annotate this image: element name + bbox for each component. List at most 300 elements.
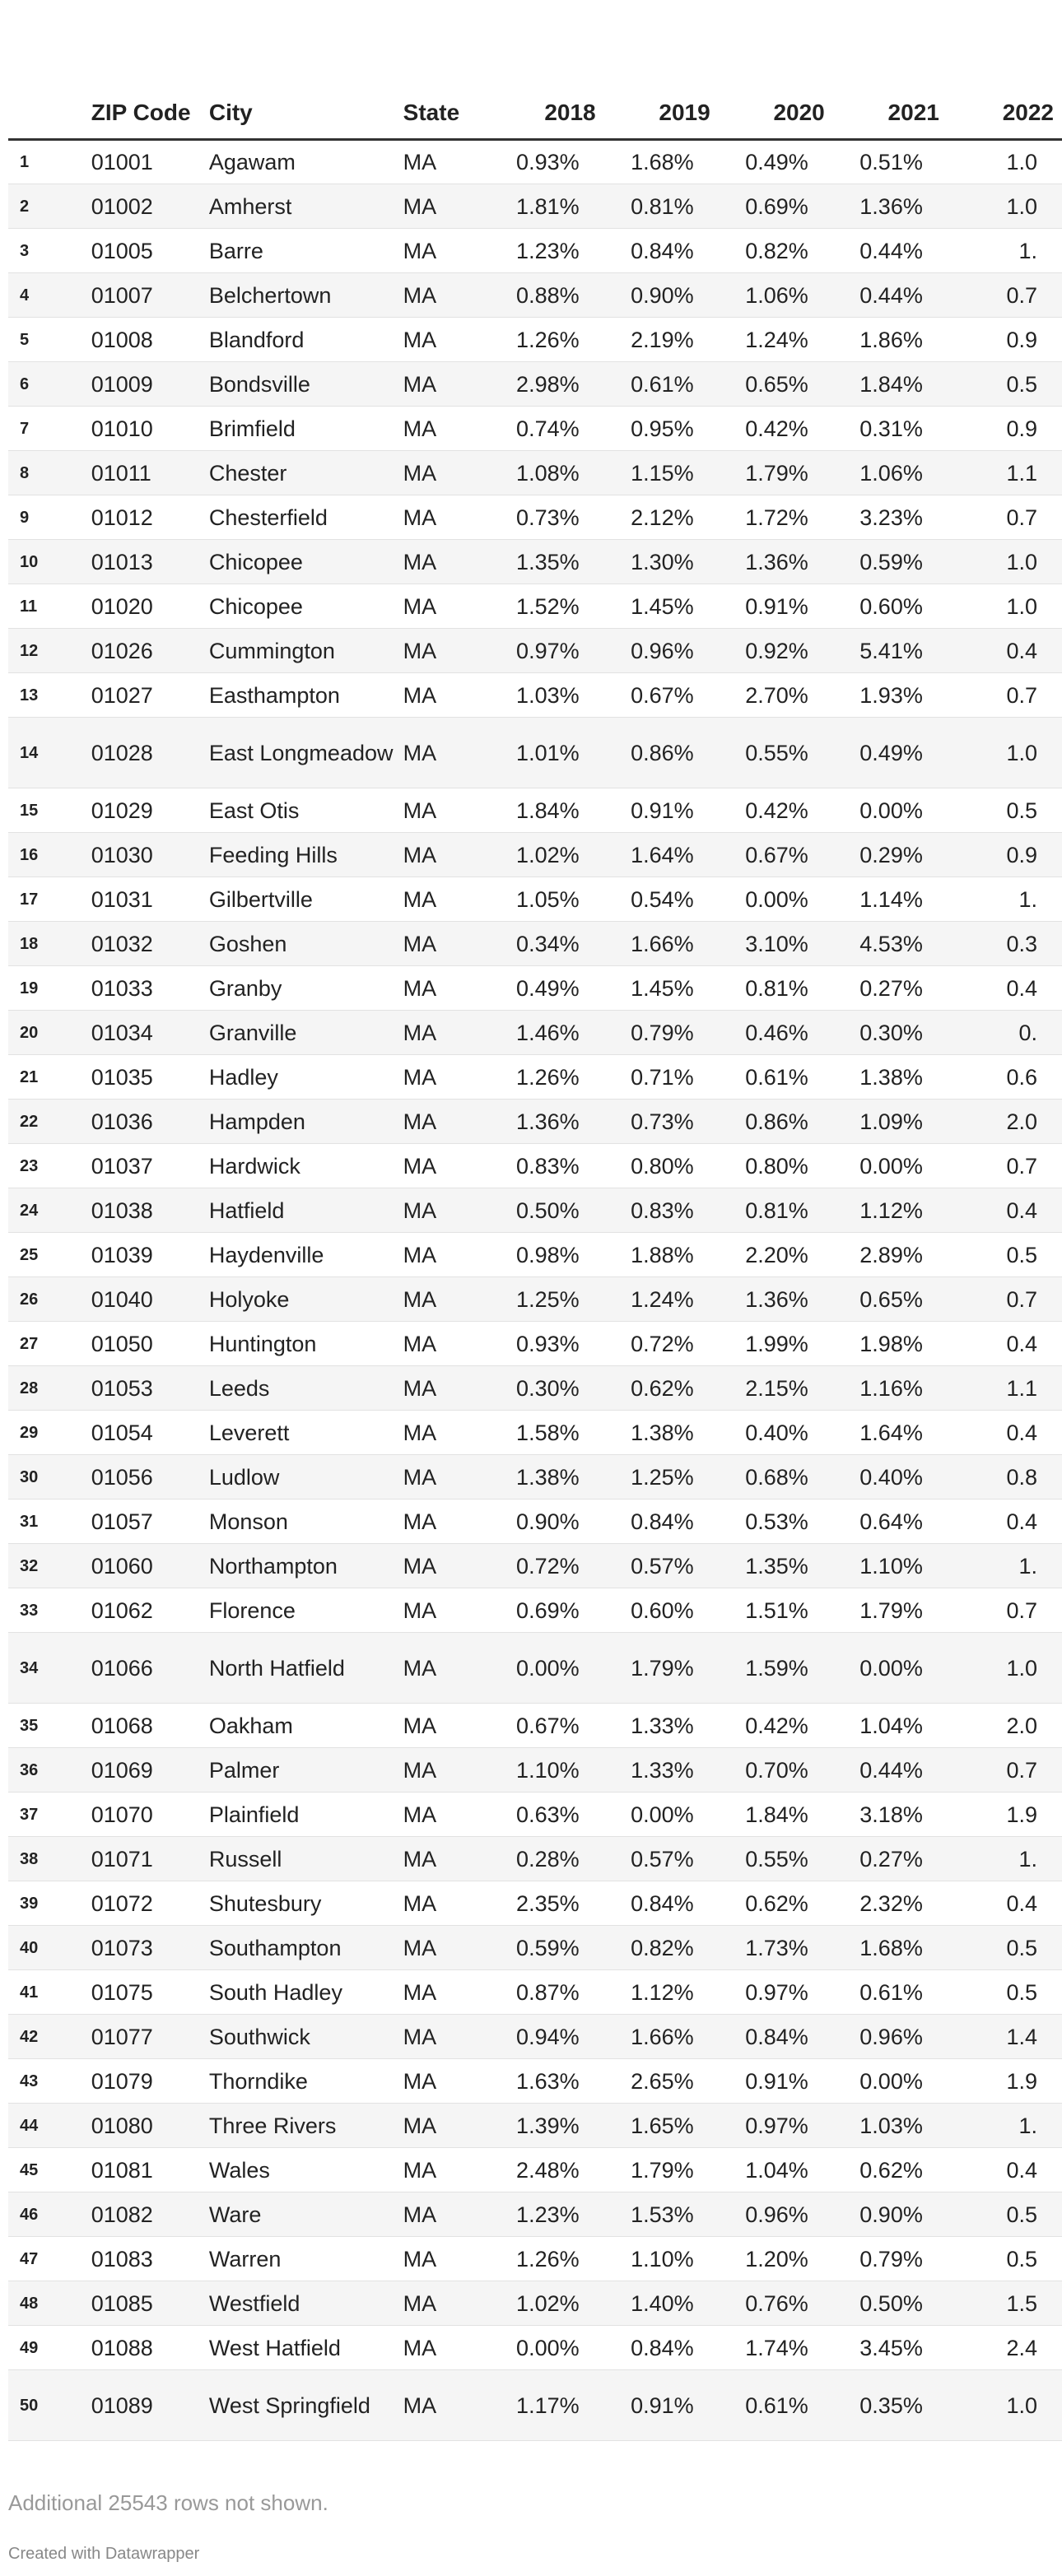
cell-state: MA: [398, 1322, 490, 1366]
cell-2022: 1.0: [948, 1633, 1062, 1704]
cell-2018: 0.00%: [490, 1633, 604, 1704]
cell-2020: 0.96%: [719, 2192, 833, 2237]
cell-index: 32: [8, 1544, 86, 1588]
cell-2019: 1.24%: [604, 1277, 719, 1322]
cell-2019: 1.30%: [604, 540, 719, 584]
cell-state: MA: [398, 407, 490, 451]
cell-2018: 0.69%: [490, 1588, 604, 1633]
cell-index: 5: [8, 318, 86, 362]
cell-2020: 1.04%: [719, 2148, 833, 2192]
cell-city: Hadley: [204, 1055, 398, 1100]
cell-2018: 0.88%: [490, 273, 604, 318]
cell-2018: 2.35%: [490, 1881, 604, 1926]
cell-2018: 1.23%: [490, 2192, 604, 2237]
cell-city: Hardwick: [204, 1144, 398, 1188]
cell-zip: 01027: [86, 673, 204, 718]
cell-2019: 1.33%: [604, 1748, 719, 1793]
cell-city: Easthampton: [204, 673, 398, 718]
cell-2020: 0.97%: [719, 1970, 833, 2015]
cell-index: 50: [8, 2370, 86, 2441]
col-header-zip[interactable]: ZIP Code: [86, 92, 204, 140]
cell-2019: 0.67%: [604, 673, 719, 718]
cell-index: 26: [8, 1277, 86, 1322]
cell-2018: 0.67%: [490, 1704, 604, 1748]
cell-2022: 1.9: [948, 2059, 1062, 2104]
cell-2019: 0.84%: [604, 229, 719, 273]
cell-state: MA: [398, 2326, 490, 2370]
cell-city: Oakham: [204, 1704, 398, 1748]
table-row: [8, 1837, 1062, 1881]
cell-city: Goshen: [204, 922, 398, 966]
cell-zip: 01077: [86, 2015, 204, 2059]
col-header-2018[interactable]: 2018: [490, 92, 604, 140]
table-body: [8, 140, 1062, 2441]
cell-index: 17: [8, 877, 86, 922]
cell-2021: 1.86%: [833, 318, 948, 362]
cell-2021: 0.00%: [833, 1633, 948, 1704]
cell-zip: 01033: [86, 966, 204, 1011]
cell-state: MA: [398, 1233, 490, 1277]
cell-2019: 2.65%: [604, 2059, 719, 2104]
cell-state: MA: [398, 1926, 490, 1970]
cell-city: Plainfield: [204, 1793, 398, 1837]
cell-city: West Springfield: [204, 2370, 398, 2441]
cell-state: MA: [398, 2059, 490, 2104]
cell-city: Three Rivers: [204, 2104, 398, 2148]
cell-2019: 1.12%: [604, 1970, 719, 2015]
cell-2022: 0.7: [948, 1588, 1062, 1633]
cell-2018: 1.26%: [490, 1055, 604, 1100]
cell-2018: 1.25%: [490, 1277, 604, 1322]
cell-2020: 0.84%: [719, 2015, 833, 2059]
cell-2019: 1.25%: [604, 1455, 719, 1500]
cell-state: MA: [398, 584, 490, 629]
cell-2018: 1.26%: [490, 2237, 604, 2281]
cell-2020: 1.72%: [719, 495, 833, 540]
cell-index: 38: [8, 1837, 86, 1881]
cell-2021: 2.32%: [833, 1881, 948, 1926]
cell-2021: 0.50%: [833, 2281, 948, 2326]
table-row: [8, 584, 1062, 629]
cell-state: MA: [398, 1748, 490, 1793]
cell-2019: 0.79%: [604, 1011, 719, 1055]
cell-2020: 1.35%: [719, 1544, 833, 1588]
cell-city: Leverett: [204, 1411, 398, 1455]
cell-2020: 0.97%: [719, 2104, 833, 2148]
cell-zip: 01013: [86, 540, 204, 584]
cell-state: MA: [398, 673, 490, 718]
cell-city: Bondsville: [204, 362, 398, 407]
cell-city: Holyoke: [204, 1277, 398, 1322]
cell-state: MA: [398, 1455, 490, 1500]
cell-2021: 0.27%: [833, 966, 948, 1011]
cell-city: Brimfield: [204, 407, 398, 451]
cell-state: MA: [398, 1881, 490, 1926]
col-header-state[interactable]: State: [398, 92, 490, 140]
cell-state: MA: [398, 1544, 490, 1588]
cell-state: MA: [398, 1704, 490, 1748]
cell-zip: 01083: [86, 2237, 204, 2281]
cell-2020: 0.46%: [719, 1011, 833, 1055]
cell-2020: 1.99%: [719, 1322, 833, 1366]
table-row: [8, 2281, 1062, 2326]
cell-2020: 0.67%: [719, 833, 833, 877]
cell-2022: 0.7: [948, 1277, 1062, 1322]
cell-city: Granby: [204, 966, 398, 1011]
cell-2022: 1.1: [948, 451, 1062, 495]
cell-city: South Hadley: [204, 1970, 398, 2015]
col-header-2021[interactable]: 2021: [833, 92, 948, 140]
cell-2021: 0.44%: [833, 229, 948, 273]
cell-2020: 0.70%: [719, 1748, 833, 1793]
cell-city: Westfield: [204, 2281, 398, 2326]
cell-index: 14: [8, 718, 86, 788]
cell-2020: 3.10%: [719, 922, 833, 966]
table-row: [8, 1188, 1062, 1233]
cell-state: MA: [398, 451, 490, 495]
cell-2018: 0.94%: [490, 2015, 604, 2059]
cell-2019: 1.66%: [604, 2015, 719, 2059]
cell-2020: 0.61%: [719, 2370, 833, 2441]
cell-city: Shutesbury: [204, 1881, 398, 1926]
cell-2021: 0.31%: [833, 407, 948, 451]
cell-2018: 1.46%: [490, 1011, 604, 1055]
cell-zip: 01032: [86, 922, 204, 966]
cell-2019: 0.62%: [604, 1366, 719, 1411]
cell-index: 27: [8, 1322, 86, 1366]
cell-2021: 1.06%: [833, 451, 948, 495]
col-header-2022[interactable]: 2022: [948, 92, 1062, 140]
cell-2019: 1.15%: [604, 451, 719, 495]
cell-city: Northampton: [204, 1544, 398, 1588]
cell-2020: 0.00%: [719, 877, 833, 922]
cell-2021: 0.00%: [833, 1144, 948, 1188]
cell-zip: 01066: [86, 1633, 204, 1704]
cell-2021: 0.90%: [833, 2192, 948, 2237]
cell-2021: 1.12%: [833, 1188, 948, 1233]
cell-2020: 0.42%: [719, 1704, 833, 1748]
cell-state: MA: [398, 1366, 490, 1411]
cell-city: Belchertown: [204, 273, 398, 318]
cell-city: Wales: [204, 2148, 398, 2192]
table-row: [8, 2015, 1062, 2059]
cell-2022: 1.: [948, 1544, 1062, 1588]
table-row: [8, 2059, 1062, 2104]
cell-2020: 2.70%: [719, 673, 833, 718]
cell-zip: 01012: [86, 495, 204, 540]
cell-2020: 0.92%: [719, 629, 833, 673]
cell-2022: 0.5: [948, 1233, 1062, 1277]
cell-zip: 01050: [86, 1322, 204, 1366]
col-header-2019[interactable]: 2019: [604, 92, 719, 140]
cell-city: Monson: [204, 1500, 398, 1544]
cell-index: 21: [8, 1055, 86, 1100]
cell-2018: 0.87%: [490, 1970, 604, 2015]
cell-city: Leeds: [204, 1366, 398, 1411]
table-row: [8, 2326, 1062, 2370]
cell-2020: 0.42%: [719, 407, 833, 451]
cell-index: 31: [8, 1500, 86, 1544]
cell-state: MA: [398, 2015, 490, 2059]
cell-2021: 1.16%: [833, 1366, 948, 1411]
cell-2019: 0.72%: [604, 1322, 719, 1366]
cell-2018: 0.34%: [490, 922, 604, 966]
cell-state: MA: [398, 1633, 490, 1704]
cell-city: Chester: [204, 451, 398, 495]
cell-2021: 0.65%: [833, 1277, 948, 1322]
table-row: [8, 1366, 1062, 1411]
cell-index: 36: [8, 1748, 86, 1793]
cell-2022: 0.4: [948, 1500, 1062, 1544]
cell-index: 24: [8, 1188, 86, 1233]
cell-2020: 0.61%: [719, 1055, 833, 1100]
cell-index: 11: [8, 584, 86, 629]
table-row: [8, 673, 1062, 718]
table-row: [8, 1704, 1062, 1748]
table-row: [8, 1322, 1062, 1366]
cell-index: 47: [8, 2237, 86, 2281]
cell-city: Thorndike: [204, 2059, 398, 2104]
cell-2022: 0.5: [948, 2237, 1062, 2281]
cell-city: North Hatfield: [204, 1633, 398, 1704]
cell-index: 3: [8, 229, 86, 273]
cell-2020: 0.69%: [719, 184, 833, 229]
cell-state: MA: [398, 495, 490, 540]
cell-2021: 0.59%: [833, 540, 948, 584]
table-row: [8, 788, 1062, 833]
cell-2019: 0.91%: [604, 788, 719, 833]
cell-city: East Otis: [204, 788, 398, 833]
cell-2022: 1.0: [948, 140, 1062, 184]
cell-state: MA: [398, 540, 490, 584]
table-row: [8, 966, 1062, 1011]
cell-index: 42: [8, 2015, 86, 2059]
cell-2018: 1.84%: [490, 788, 604, 833]
cell-2018: 1.02%: [490, 833, 604, 877]
cell-2022: 2.4: [948, 2326, 1062, 2370]
col-header-city[interactable]: City: [204, 92, 398, 140]
cell-2022: 0.4: [948, 1322, 1062, 1366]
cell-index: 48: [8, 2281, 86, 2326]
cell-zip: 01053: [86, 1366, 204, 1411]
cell-2019: 1.45%: [604, 966, 719, 1011]
cell-2018: 0.30%: [490, 1366, 604, 1411]
cell-zip: 01010: [86, 407, 204, 451]
cell-zip: 01088: [86, 2326, 204, 2370]
cell-city: Barre: [204, 229, 398, 273]
cell-2019: 0.95%: [604, 407, 719, 451]
col-header-2020[interactable]: 2020: [719, 92, 833, 140]
cell-index: 43: [8, 2059, 86, 2104]
cell-2018: 0.50%: [490, 1188, 604, 1233]
cell-2018: 1.58%: [490, 1411, 604, 1455]
cell-2020: 0.53%: [719, 1500, 833, 1544]
cell-zip: 01026: [86, 629, 204, 673]
cell-2021: 5.41%: [833, 629, 948, 673]
cell-index: 35: [8, 1704, 86, 1748]
cell-2022: 0.: [948, 1011, 1062, 1055]
cell-city: Hatfield: [204, 1188, 398, 1233]
cell-2018: 1.63%: [490, 2059, 604, 2104]
table-row: [8, 1500, 1062, 1544]
cell-2019: 1.10%: [604, 2237, 719, 2281]
cell-2019: 0.86%: [604, 718, 719, 788]
cell-index: 34: [8, 1633, 86, 1704]
cell-state: MA: [398, 1144, 490, 1188]
cell-zip: 01028: [86, 718, 204, 788]
cell-2018: 1.05%: [490, 877, 604, 922]
cell-state: MA: [398, 922, 490, 966]
cell-2021: 1.84%: [833, 362, 948, 407]
cell-2022: 2.0: [948, 1100, 1062, 1144]
table-row: [8, 1455, 1062, 1500]
cell-2020: 0.62%: [719, 1881, 833, 1926]
cell-2021: 0.61%: [833, 1970, 948, 2015]
cell-zip: 01001: [86, 140, 204, 184]
table-row: [8, 1970, 1062, 2015]
cell-zip: 01079: [86, 2059, 204, 2104]
cell-2021: 1.03%: [833, 2104, 948, 2148]
cell-state: MA: [398, 1500, 490, 1544]
cell-zip: 01030: [86, 833, 204, 877]
cell-zip: 01070: [86, 1793, 204, 1837]
cell-city: Haydenville: [204, 1233, 398, 1277]
data-table: [8, 92, 1062, 2441]
cell-2019: 0.84%: [604, 1881, 719, 1926]
cell-2018: 0.28%: [490, 1837, 604, 1881]
cell-2022: 1.4: [948, 2015, 1062, 2059]
cell-2019: 0.61%: [604, 362, 719, 407]
cell-2022: 0.4: [948, 1881, 1062, 1926]
cell-2021: 0.00%: [833, 788, 948, 833]
cell-2022: 0.5: [948, 788, 1062, 833]
cell-2022: 0.5: [948, 1970, 1062, 2015]
cell-2021: 4.53%: [833, 922, 948, 966]
cell-2021: 0.29%: [833, 833, 948, 877]
cell-2021: 1.36%: [833, 184, 948, 229]
cell-state: MA: [398, 140, 490, 184]
cell-2021: 0.30%: [833, 1011, 948, 1055]
cell-index: 39: [8, 1881, 86, 1926]
cell-state: MA: [398, 2148, 490, 2192]
cell-2019: 0.71%: [604, 1055, 719, 1100]
cell-2021: 0.44%: [833, 273, 948, 318]
cell-index: 20: [8, 1011, 86, 1055]
cell-2020: 0.80%: [719, 1144, 833, 1188]
col-header-index[interactable]: [8, 92, 86, 140]
cell-zip: 01037: [86, 1144, 204, 1188]
cell-city: Blandford: [204, 318, 398, 362]
cell-city: Ware: [204, 2192, 398, 2237]
cell-index: 15: [8, 788, 86, 833]
cell-state: MA: [398, 877, 490, 922]
cell-index: 6: [8, 362, 86, 407]
cell-2022: 0.5: [948, 2192, 1062, 2237]
cell-2018: 0.59%: [490, 1926, 604, 1970]
cell-zip: 01011: [86, 451, 204, 495]
cell-2022: 0.9: [948, 833, 1062, 877]
cell-state: MA: [398, 2370, 490, 2441]
cell-2018: 1.38%: [490, 1455, 604, 1500]
cell-state: MA: [398, 1588, 490, 1633]
cell-2022: 0.4: [948, 629, 1062, 673]
cell-2020: 0.76%: [719, 2281, 833, 2326]
cell-2020: 1.36%: [719, 540, 833, 584]
table-row: [8, 451, 1062, 495]
cell-index: 37: [8, 1793, 86, 1837]
cell-index: 44: [8, 2104, 86, 2148]
cell-2021: 3.23%: [833, 495, 948, 540]
cell-zip: 01036: [86, 1100, 204, 1144]
cell-state: MA: [398, 1277, 490, 1322]
cell-2020: 1.36%: [719, 1277, 833, 1322]
cell-zip: 01060: [86, 1544, 204, 1588]
cell-2022: 0.3: [948, 922, 1062, 966]
cell-index: 1: [8, 140, 86, 184]
cell-2018: 1.23%: [490, 229, 604, 273]
cell-index: 49: [8, 2326, 86, 2370]
cell-2018: 1.01%: [490, 718, 604, 788]
cell-zip: 01007: [86, 273, 204, 318]
cell-2020: 0.86%: [719, 1100, 833, 1144]
cell-2022: 0.7: [948, 1144, 1062, 1188]
cell-2018: 0.97%: [490, 629, 604, 673]
cell-zip: 01056: [86, 1455, 204, 1500]
table-row: [8, 1793, 1062, 1837]
cell-city: Chicopee: [204, 540, 398, 584]
cell-2021: 1.10%: [833, 1544, 948, 1588]
cell-state: MA: [398, 1011, 490, 1055]
cell-2021: 1.09%: [833, 1100, 948, 1144]
cell-2019: 1.64%: [604, 833, 719, 877]
cell-city: Chicopee: [204, 584, 398, 629]
cell-2021: 1.93%: [833, 673, 948, 718]
cell-2022: 0.4: [948, 2148, 1062, 2192]
cell-2018: 0.74%: [490, 407, 604, 451]
cell-2020: 0.40%: [719, 1411, 833, 1455]
cell-2021: 0.35%: [833, 2370, 948, 2441]
cell-2019: 0.57%: [604, 1837, 719, 1881]
cell-2019: 1.45%: [604, 584, 719, 629]
cell-state: MA: [398, 229, 490, 273]
cell-zip: 01035: [86, 1055, 204, 1100]
cell-2021: 3.18%: [833, 1793, 948, 1837]
table-row: [8, 1055, 1062, 1100]
cell-city: Gilbertville: [204, 877, 398, 922]
cell-2018: 0.93%: [490, 140, 604, 184]
cell-2022: 0.5: [948, 362, 1062, 407]
cell-2021: 0.64%: [833, 1500, 948, 1544]
cell-2019: 0.84%: [604, 2326, 719, 2370]
table-row: [8, 407, 1062, 451]
table-row: [8, 718, 1062, 788]
cell-2019: 0.80%: [604, 1144, 719, 1188]
cell-2018: 1.39%: [490, 2104, 604, 2148]
cell-2021: 0.79%: [833, 2237, 948, 2281]
table-row: [8, 877, 1062, 922]
table-row: [8, 1411, 1062, 1455]
cell-zip: 01085: [86, 2281, 204, 2326]
cell-state: MA: [398, 2192, 490, 2237]
cell-2022: 0.5: [948, 1926, 1062, 1970]
cell-2021: 0.49%: [833, 718, 948, 788]
cell-2021: 0.96%: [833, 2015, 948, 2059]
cell-2018: 0.49%: [490, 966, 604, 1011]
table-row: [8, 1277, 1062, 1322]
cell-2021: 3.45%: [833, 2326, 948, 2370]
cell-2022: 1.: [948, 877, 1062, 922]
cell-2019: 1.88%: [604, 1233, 719, 1277]
